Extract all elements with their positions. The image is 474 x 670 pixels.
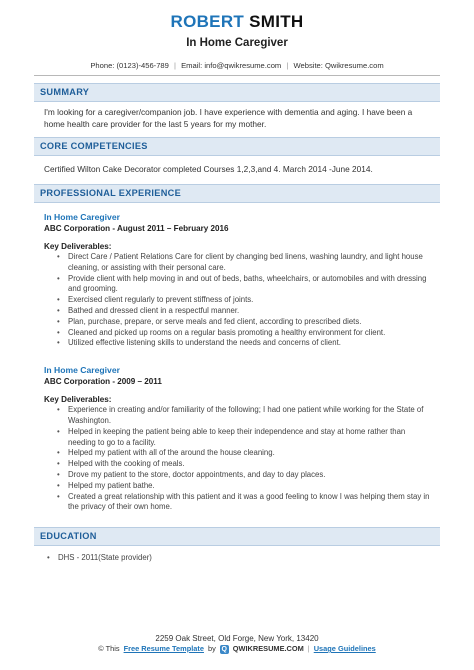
page-footer [0, 633, 474, 654]
list-item: • Created a great relationship with this patient and it was a good feeling to know I was helping them stay in the privacy of their own home. [59, 492, 430, 514]
list-item: • Utilized effective listening skills to understand the needs and concerns of client. [59, 338, 430, 349]
header-divider [34, 75, 440, 76]
list-item: • Helped my patient bathe. [59, 481, 430, 492]
summary-text: I'm looking for a caregiver/companion job. I have experience with dementia and aging. I have been a home health care provider for the last 5 years for my mother. [44, 107, 413, 129]
candidate-name [34, 0, 440, 32]
job-entry [34, 211, 440, 349]
qwikresume-logo-icon: Q [221, 645, 227, 653]
section-summary-heading: SUMMARY [34, 83, 440, 102]
section-competencies-heading: CORE COMPETENCIES [34, 137, 440, 156]
footer-address: 2259 Oak Street, Old Forge, New York, 13420 [155, 634, 319, 643]
first-name: ROBERT [170, 12, 245, 31]
job-title: In Home Caregiver [44, 212, 120, 222]
footer-credits [0, 644, 474, 654]
brand-text: QWIKRESUME.COM [232, 644, 304, 653]
list-item: • Cleaned and picked up rooms on a regular basis promoting a healthy environment for client. [59, 328, 430, 339]
list-item: • Experience in creating and/or familiarity of the following; I had one patient while working for the State of Washington. [59, 405, 430, 427]
list-item: • Exercised client regularly to prevent stiffness of joints. [59, 295, 430, 306]
list-item: • Drove my patient to the store, doctor appointments, and day to day places. [59, 470, 430, 481]
competencies-text: Certified Wilton Cake Decorator completed Courses 1,2,3,and 4. March 2014 -June 2014. [44, 164, 373, 174]
separator: | [286, 61, 289, 70]
job-entry [34, 364, 440, 513]
list-item: • Direct Care / Patient Relations Care for client by changing bed linens, washing laundry, and light house cleaning, or assisting with their personal care. [59, 252, 430, 274]
contact-line [34, 61, 440, 71]
job-title-heading: In Home Caregiver [186, 37, 288, 49]
list-item: • Plan, purchase, prepare, or serve meals and fed client, according to prescribed diets. [59, 317, 430, 328]
job-company: ABC Corporation - 2009 – 2011 [44, 377, 162, 387]
list-item: • Helped in keeping the patient being able to keep their independence and stay at home rather than needing to go to a facility. [59, 427, 430, 449]
key-deliverables-label: Key Deliverables: [44, 395, 112, 405]
list-item: • Provide client with help moving in and out of beds, baths, wheelchairs, or automobiles and with dressing and grooming. [59, 274, 430, 296]
education-list [34, 553, 440, 564]
list-item: • DHS - 2011(State provider) [49, 553, 440, 564]
last-name: SMITH [249, 12, 304, 31]
separator: | [174, 61, 176, 70]
list-item: • Helped with the cooking of meals. [59, 459, 430, 470]
list-item: • Helped my patient with all of the around the house cleaning. [59, 448, 430, 459]
deliverables-list [44, 405, 430, 513]
separator: | [307, 644, 310, 653]
usage-guidelines-link[interactable]: Usage Guidelines [313, 644, 376, 653]
key-deliverables-label: Key Deliverables: [44, 242, 112, 251]
job-title: In Home Caregiver [44, 365, 120, 376]
job-company: ABC Corporation - August 2011 – February 2016 [44, 224, 229, 233]
section-experience-heading: PROFESSIONAL EXPERIENCE [34, 184, 440, 203]
free-resume-template-link[interactable]: Free Resume Template [123, 644, 204, 653]
email[interactable]: Email: info@qwikresume.com [181, 61, 282, 70]
section-education-heading: EDUCATION [34, 527, 440, 546]
by-text: by [207, 644, 216, 653]
website[interactable]: Website: Qwikresume.com [293, 61, 384, 70]
copyright-text: © This [98, 644, 120, 653]
phone: Phone: (0123)-456-789 [90, 61, 169, 70]
list-item: • Bathed and dressed client in a respectful manner. [59, 306, 430, 317]
deliverables-list [44, 252, 430, 349]
